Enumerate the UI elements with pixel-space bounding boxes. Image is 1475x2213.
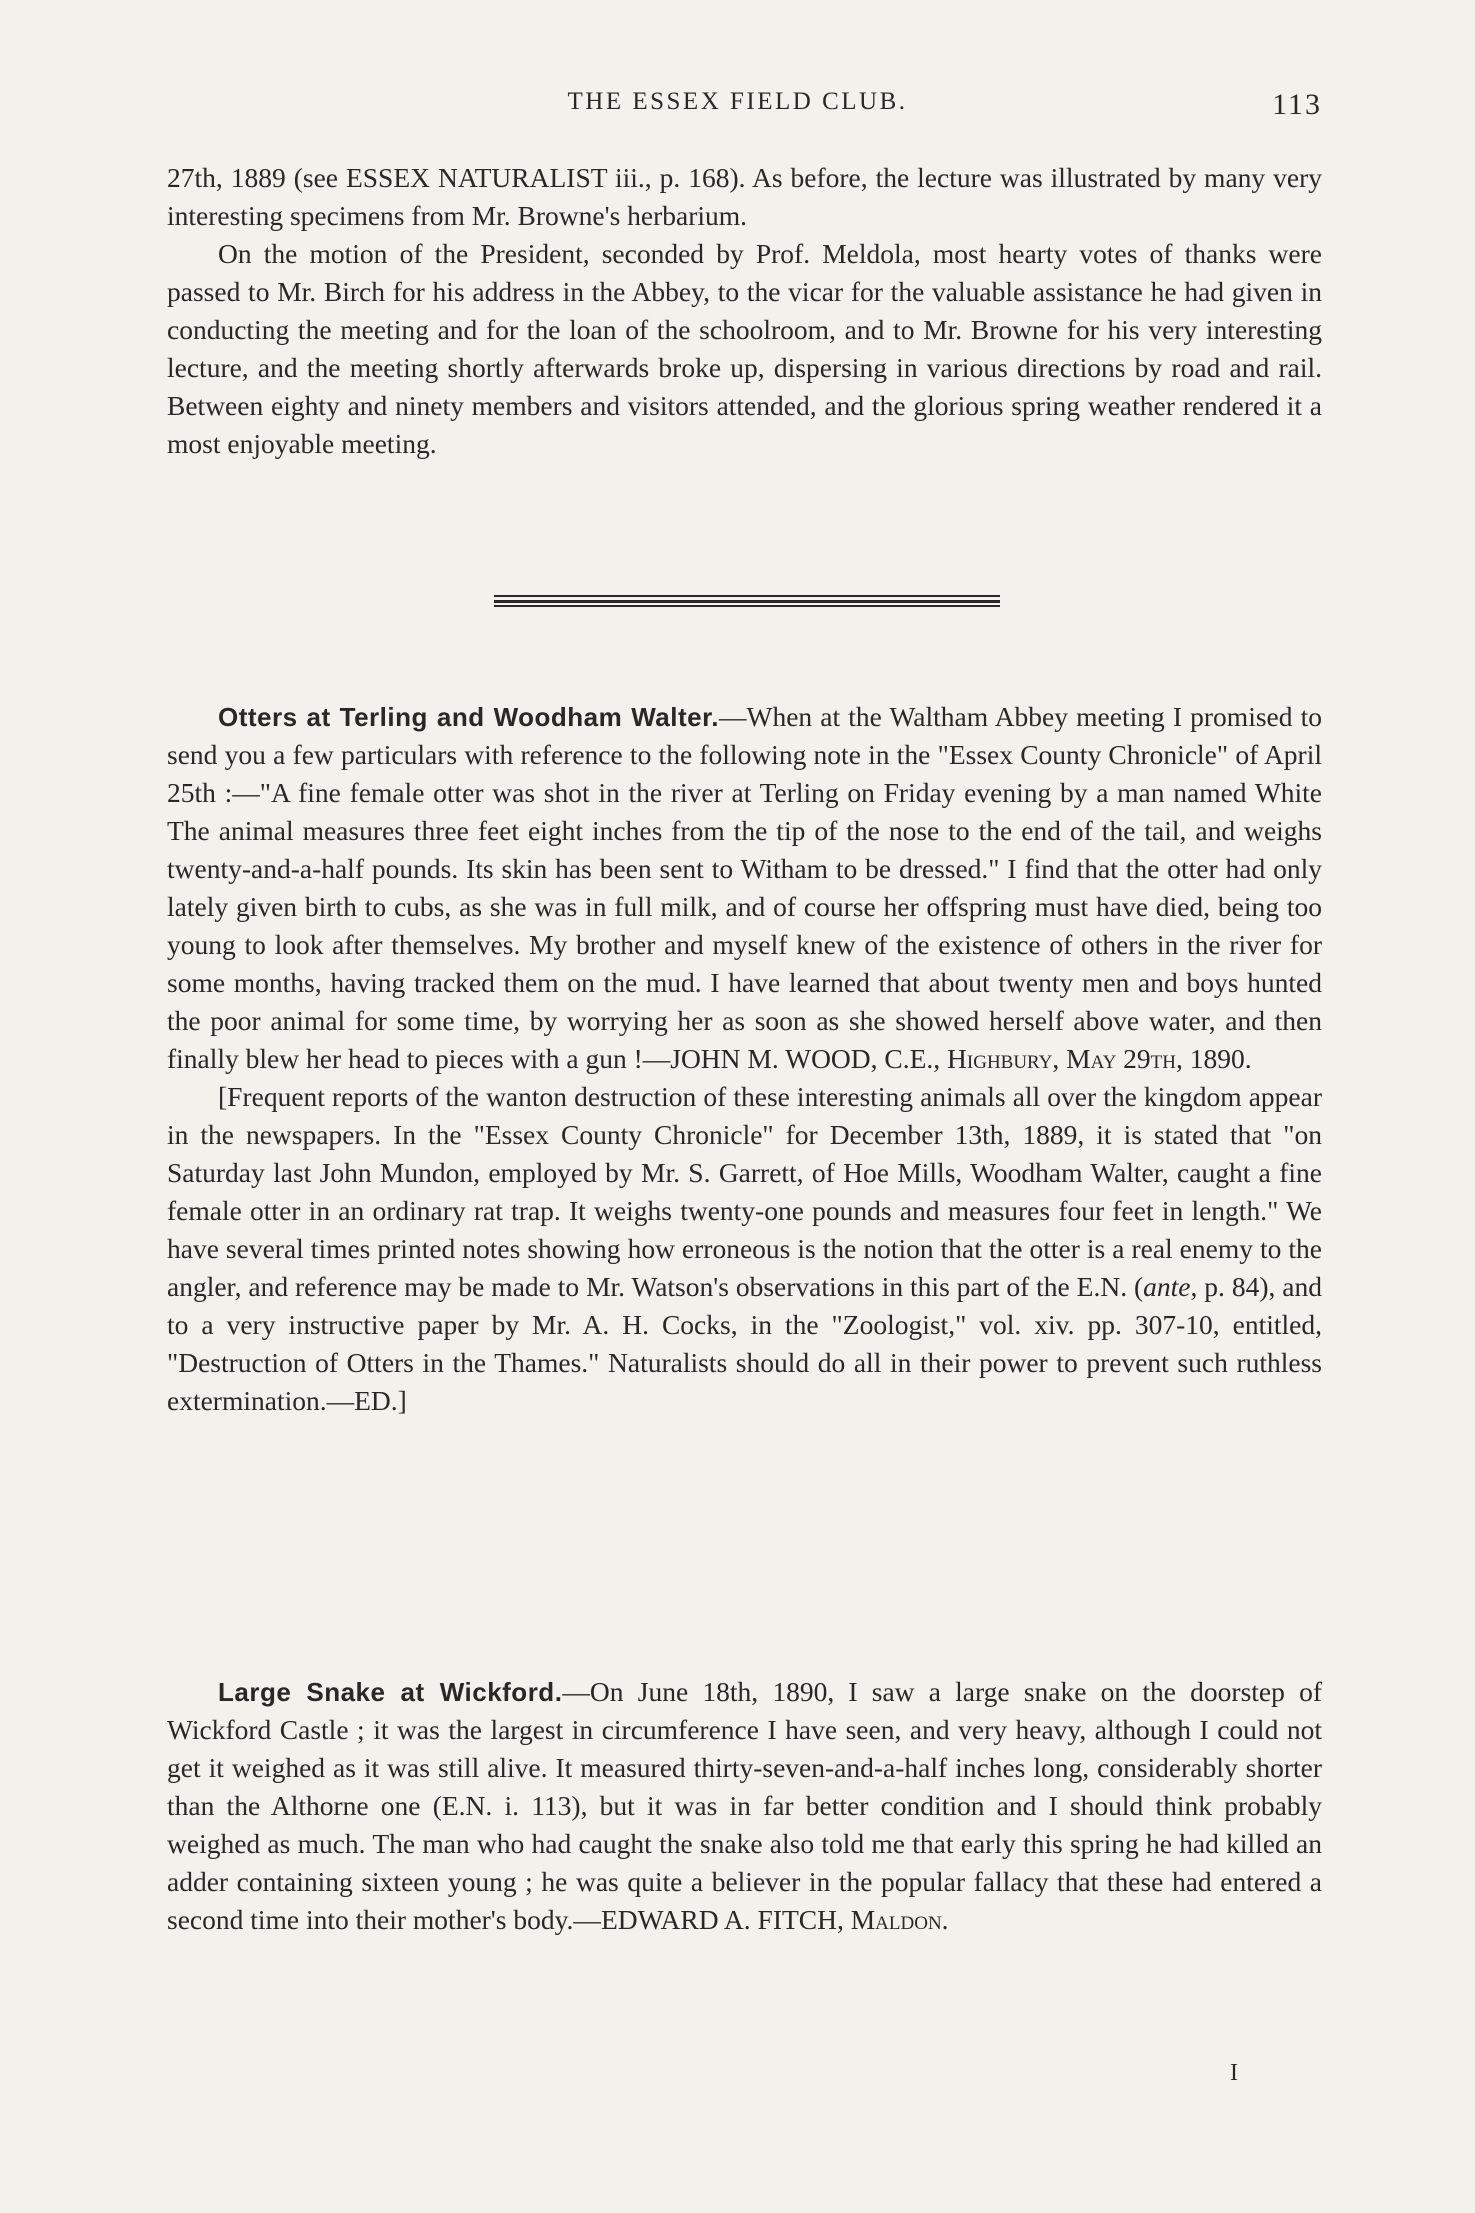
otters-section <box>167 698 1322 1420</box>
intro-section <box>167 159 1322 463</box>
snake-heading: Large Snake at Wickford. <box>218 1677 563 1707</box>
running-head <box>0 88 1475 128</box>
snake-body: —On June 18th, 1890, I saw a large snake on the doorstep of Wickford Castle ; it was the largest in circumference I have seen, and very heavy, although I could not get it weighed as it was still alive. It measured thirty-seven-and-a-half inches long, considerably shorter than the Althorne one (E.N. i. 113), but it was in far better condition and I should think probably weighed as much. The man who had caught the snake also told me that early this spring he had killed an adder containing sixteen young ; he was quite a believer in the popular fallacy that these had entered a second time into their mother's body.— <box>167 1676 1322 1935</box>
intro-paragraph-1: 27th, 1889 (see ESSEX NATURALIST iii., p. 168). As before, the lecture was illustrated by many very interesting specimens from Mr. Browne's herbarium. <box>167 162 1322 231</box>
snake-paragraph <box>167 1673 1322 1939</box>
otters-heading: Otters at Terling and Woodham Walter. <box>218 702 720 732</box>
snake-signature: EDWARD A. FITCH, Maldon. <box>600 1904 949 1935</box>
otters-body: —When at the Waltham Abbey meeting I promised to send you a few particulars with reference to the following note in the "Essex County Chronicle" of April 25th :—"A fine female otter was shot in the river at Terling on Friday evening by a man named White The animal measures three feet eight inches from the tip of the nose to the end of the tail, and weighs twenty-and-a-half pounds. Its skin has been sent to Witham to be dressed." I find that the otter had only lately given birth to cubs, as she was in full milk, and of course her offspring must have died, being too young to look after themselves. My brother and myself knew of the existence of others in the river for some months, having tracked them on the mud. I have learned that about twenty men and boys hunted the poor animal for some time, by worrying her as soon as she showed herself above water, and then finally blew her head to pieces with a gun !— <box>167 701 1323 1074</box>
editor-signature: ED.] <box>354 1385 407 1416</box>
running-title: THE ESSEX FIELD CLUB. <box>567 88 908 115</box>
otters-paragraph <box>167 698 1322 1078</box>
editor-note-text-1: [Frequent reports of the wanton destruction of these interesting animals all over the kingdom appear in the newspapers. In the "Essex County Chronicle" for December 13th, 1889, it is stated that "on Saturday last John Mundon, employed by Mr. S. Garrett, of Hoe Mills, Woodham Walter, caught a fine female otter in an ordinary rat trap. It weighs twenty-one pounds and measures four feet in length." We have several times printed notes showing how erroneous is the notion that the otter is a real enemy to the angler, and reference may be made to Mr. Watson's observations in this part of the E.N. ( <box>167 1081 1322 1302</box>
editor-note <box>167 1078 1322 1420</box>
editor-note-text-2: , p. 84), and to a very instructive paper by Mr. A. H. Cocks, in the "Zoologist," vol. xiv. pp. 307-10, entitled, "Destruction of Otters in the Thames." Naturalists should do all in their power to prevent such ruthless extermination.— <box>167 1271 1322 1416</box>
snake-section <box>167 1673 1322 1939</box>
section-divider <box>494 595 1000 607</box>
editor-note-ante: ante <box>1143 1271 1191 1302</box>
intro-paragraph-2: On the motion of the President, seconded by Prof. Meldola, most hearty votes of thanks were passed to Mr. Birch for his address in the Abbey, to the vicar for the valuable assistance he had given in conducting the meeting and for the loan of the schoolroom, and to Mr. Browne for his very interesting lecture, and the meeting shortly afterwards broke up, dispersing in various directions by road and rail. Between eighty and ninety members and visitors attended, and the glorious spring weather rendered it a most enjoyable meeting. <box>167 238 1322 459</box>
signature-mark: I <box>1230 2060 1238 2086</box>
page-number: 113 <box>1272 88 1322 121</box>
otters-signature: JOHN M. WOOD, C.E., Highbury, May 29th, 1890. <box>670 1043 1252 1074</box>
